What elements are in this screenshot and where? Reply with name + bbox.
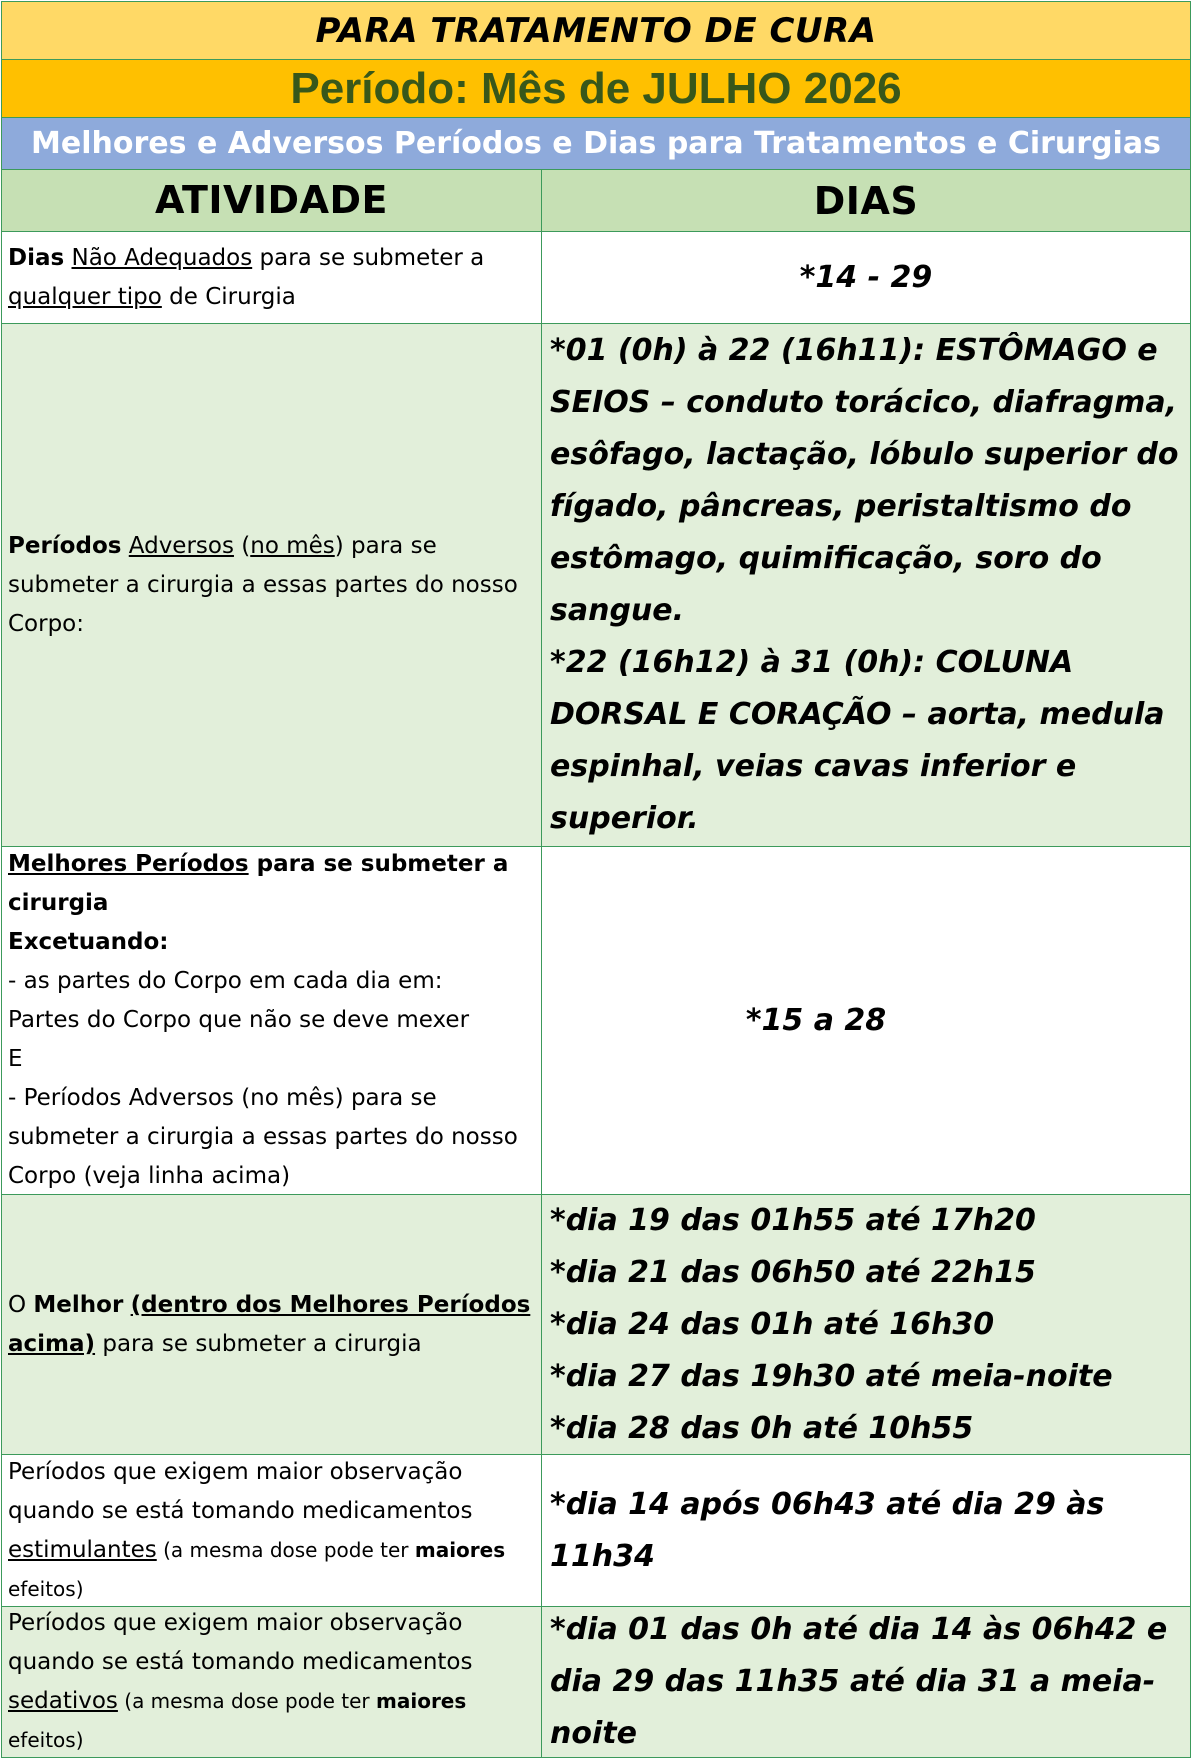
table-row xyxy=(2,1607,1190,1757)
activity-text-part: - Períodos Adversos (no mês) para se submeter a cirurgia a essas partes do nosso Corpo (veja linha acima) xyxy=(8,1085,518,1189)
activity-cell xyxy=(2,232,542,323)
activity-text-part: ( xyxy=(241,532,251,559)
activity-cell xyxy=(2,1455,542,1606)
activity-text xyxy=(8,1453,535,1609)
activity-strong: Dias xyxy=(8,244,65,271)
days-cell xyxy=(542,1195,1190,1454)
table-row xyxy=(2,1195,1190,1455)
activity-strong: Excetuando: xyxy=(8,929,169,955)
activity-text-part: - as partes do Corpo em cada dia em: xyxy=(8,968,443,994)
table-row xyxy=(2,1455,1190,1607)
activity-underline: Adversos xyxy=(128,532,234,559)
activity-strong: (dentro dos Melhores Períodos acima) xyxy=(8,1291,531,1357)
activity-text-part: de Cirurgia xyxy=(161,283,296,310)
activity-strong: maiores xyxy=(414,1537,506,1562)
activity-text xyxy=(8,527,535,644)
days-cell xyxy=(542,1607,1190,1757)
table-row xyxy=(2,847,1190,1195)
days-cell xyxy=(542,232,1190,323)
schedule-table xyxy=(1,1,1191,1758)
activity-cell xyxy=(2,847,542,1194)
days-value: *dia 28 das 0h até 10h55 xyxy=(550,1410,974,1446)
activity-cell xyxy=(2,1195,542,1454)
activity-text-part: para se submeter a xyxy=(252,244,485,271)
activity-text-part: para se submeter a cirurgia xyxy=(95,1330,422,1357)
days-value: *dia 24 das 01h até 16h30 xyxy=(550,1306,995,1342)
days-value: *22 (16h12) à 31 (0h): COLUNA DORSAL E CORAÇÃO – aorta, medula espinhal, veias cavas inferior e superior. xyxy=(550,645,1165,836)
table-row xyxy=(2,324,1190,847)
days-value: *01 (0h) à 22 (16h11): ESTÔMAGO e SEIOS – conduto torácico, diafragma, esôfago, lactação, lóbulo superior do fígado, pâncreas, peristaltismo do estômago, quimificação, soro do sangue. xyxy=(550,333,1179,628)
subtitle-banner xyxy=(2,118,1190,170)
title-banner xyxy=(2,2,1190,60)
header-days: DIAS xyxy=(813,178,919,223)
table-header xyxy=(2,170,1190,232)
activity-strong: Melhor xyxy=(33,1291,124,1318)
activity-text-part: (a mesma dose pode ter xyxy=(117,1689,377,1713)
activity-underline: Não Adequados xyxy=(71,244,253,271)
days-value: *dia 27 das 19h30 até meia-noite xyxy=(550,1358,1113,1394)
days-value: *dia 19 das 01h55 até 17h20 xyxy=(550,1202,1036,1238)
activity-text xyxy=(8,1286,535,1364)
activity-underline: no mês xyxy=(250,532,335,559)
activity-strong: Períodos xyxy=(8,532,122,559)
period-label: Período: Mês de JULHO 2026 xyxy=(290,63,902,113)
header-activity: ATIVIDADE xyxy=(2,170,542,231)
page-subtitle: Melhores e Adversos Períodos e Dias para Tratamentos e Cirurgias xyxy=(31,126,1161,161)
days-cell xyxy=(542,1455,1190,1606)
activity-text-part: efeitos) xyxy=(8,1576,84,1601)
period-banner xyxy=(2,60,1190,118)
activity-strong: para se submeter a cirurgia xyxy=(8,851,509,916)
days-value: *15 a 28 xyxy=(745,1002,887,1038)
days-value: *14 - 29 xyxy=(799,259,933,295)
activity-text-part: efeitos) xyxy=(8,1728,84,1752)
days-value: *dia 14 após 06h43 até dia 29 às 11h34 xyxy=(550,1486,1105,1574)
days-cell xyxy=(542,324,1190,846)
activity-text-part: Períodos que exigem maior observação quando se está tomando medicamentos xyxy=(8,1458,473,1524)
activity-strong: maiores xyxy=(376,1689,467,1713)
activity-text-part: ) para se submeter a cirurgia a essas partes do nosso Corpo: xyxy=(8,532,518,637)
activity-text xyxy=(8,239,535,317)
activity-text-part: Períodos que exigem maior observação quando se está tomando medicamentos xyxy=(8,1610,473,1675)
activity-underline: qualquer tipo xyxy=(8,283,162,310)
activity-strong: Melhores Períodos xyxy=(8,851,249,877)
days-cell xyxy=(542,847,1190,1194)
activity-cell xyxy=(2,1607,542,1757)
activity-text xyxy=(8,1604,535,1760)
activity-underline: sedativos xyxy=(8,1688,118,1714)
activity-text-part: O xyxy=(8,1291,34,1318)
activity-cell xyxy=(2,324,542,846)
page-title: PARA TRATAMENTO DE CURA xyxy=(315,10,877,51)
days-value: *dia 21 das 06h50 até 22h15 xyxy=(550,1254,1036,1290)
activity-text-part: Partes do Corpo que não se deve mexer xyxy=(8,1007,470,1033)
activity-text-part: (a mesma dose pode ter xyxy=(156,1537,415,1562)
activity-text-part: E xyxy=(8,1046,23,1072)
activity-underline: estimulantes xyxy=(8,1536,157,1563)
activity-text xyxy=(8,845,535,1196)
days-value: *dia 01 das 0h até dia 14 às 06h42 e dia 29 das 11h35 até dia 31 a meia-noite xyxy=(550,1612,1168,1751)
table-row xyxy=(2,232,1190,324)
